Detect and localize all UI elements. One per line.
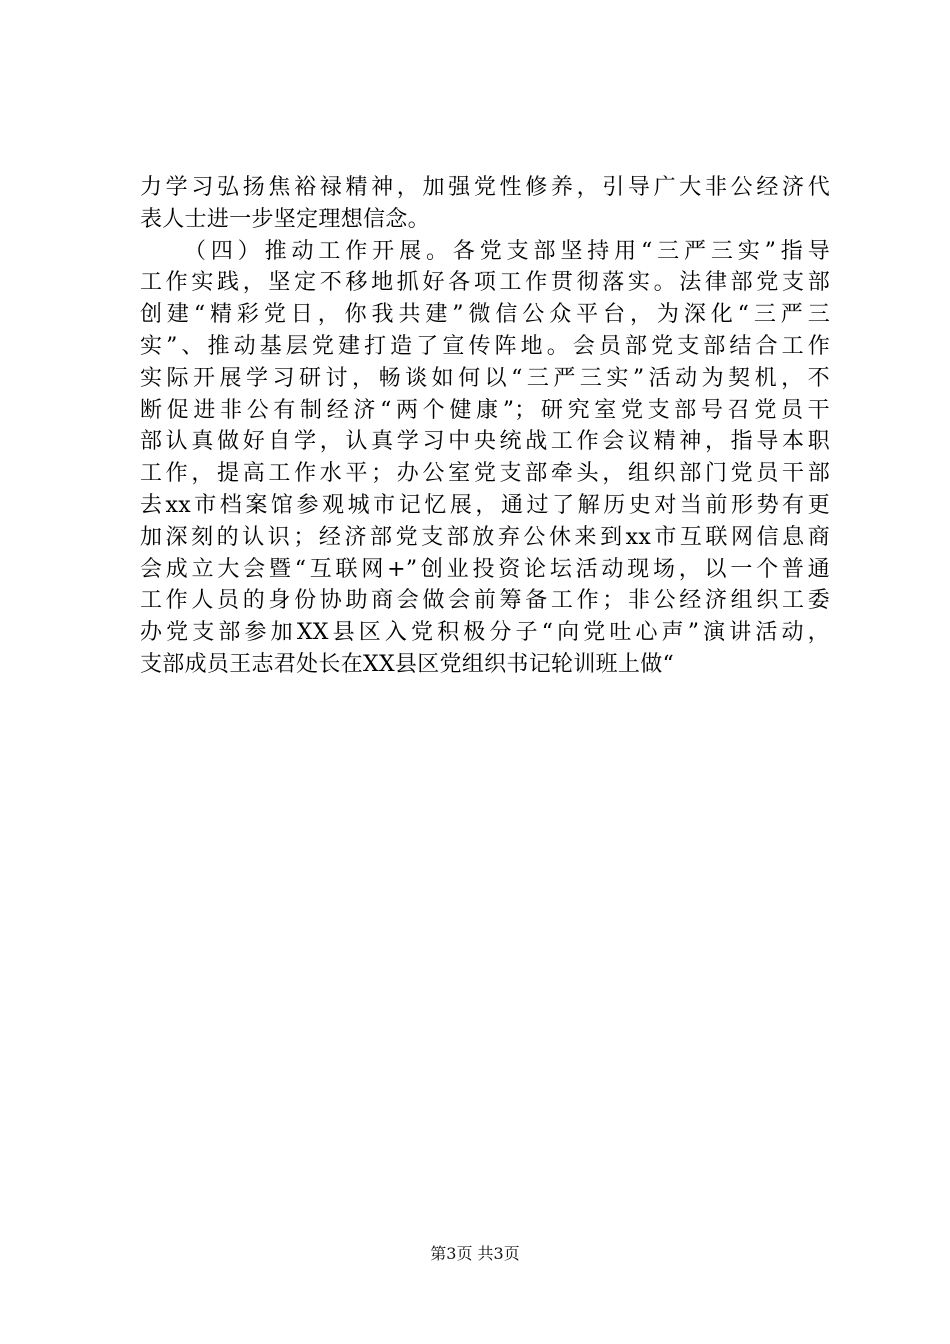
text-line: 会成立大会暨“互联网+”创业投资论坛活动现场，以一个普通 — [140, 556, 830, 582]
page-number-footer: 第3页 共3页 — [430, 1244, 520, 1263]
text-line: 断促进非公有制经济“两个健康”；研究室党支部号召党员干 — [140, 397, 830, 423]
text-line: 实”、推动基层党建打造了宣传阵地。会员部党支部结合工作 — [140, 333, 830, 359]
text-line: 加深刻的认识；经济部党支部放弃公休来到xx市互联网信息商 — [140, 524, 830, 550]
text-line: 工作人员的身份协助商会做会前筹备工作；非公经济组织工委 — [140, 588, 830, 614]
text-line: 办党支部参加XX县区入党积极分子“向党吐心声”演讲活动， — [140, 620, 830, 646]
text-line: 力学习弘扬焦裕禄精神，加强党性修养，引导广大非公经济代 — [140, 175, 830, 200]
text-line: 工作实践，坚定不移地抓好各项工作贯彻落实。法律部党支部 — [140, 270, 830, 296]
text-line: 工作，提高工作水平；办公室党支部牵头，组织部门党员干部 — [140, 461, 830, 487]
text-line: 创建“精彩党日，你我共建”微信公众平台，为深化“三严三 — [140, 302, 830, 328]
text-line: 去xx市档案馆参观城市记忆展，通过了解历史对当前形势有更 — [140, 492, 830, 518]
text-line: （四）推动工作开展。各党支部坚持用“三严三实”指导 — [184, 238, 830, 264]
body-text — [140, 172, 830, 681]
text-line: 表人士进一步坚定理想信念。 — [140, 206, 430, 232]
text-line: 部认真做好自学，认真学习中央统战工作会议精神，指导本职 — [140, 429, 830, 455]
text-line: 支部成员王志君处长在XX县区党组织书记轮训班上做“ — [140, 651, 675, 677]
text-line: 实际开展学习研讨，畅谈如何以“三严三实”活动为契机，不 — [140, 365, 830, 391]
